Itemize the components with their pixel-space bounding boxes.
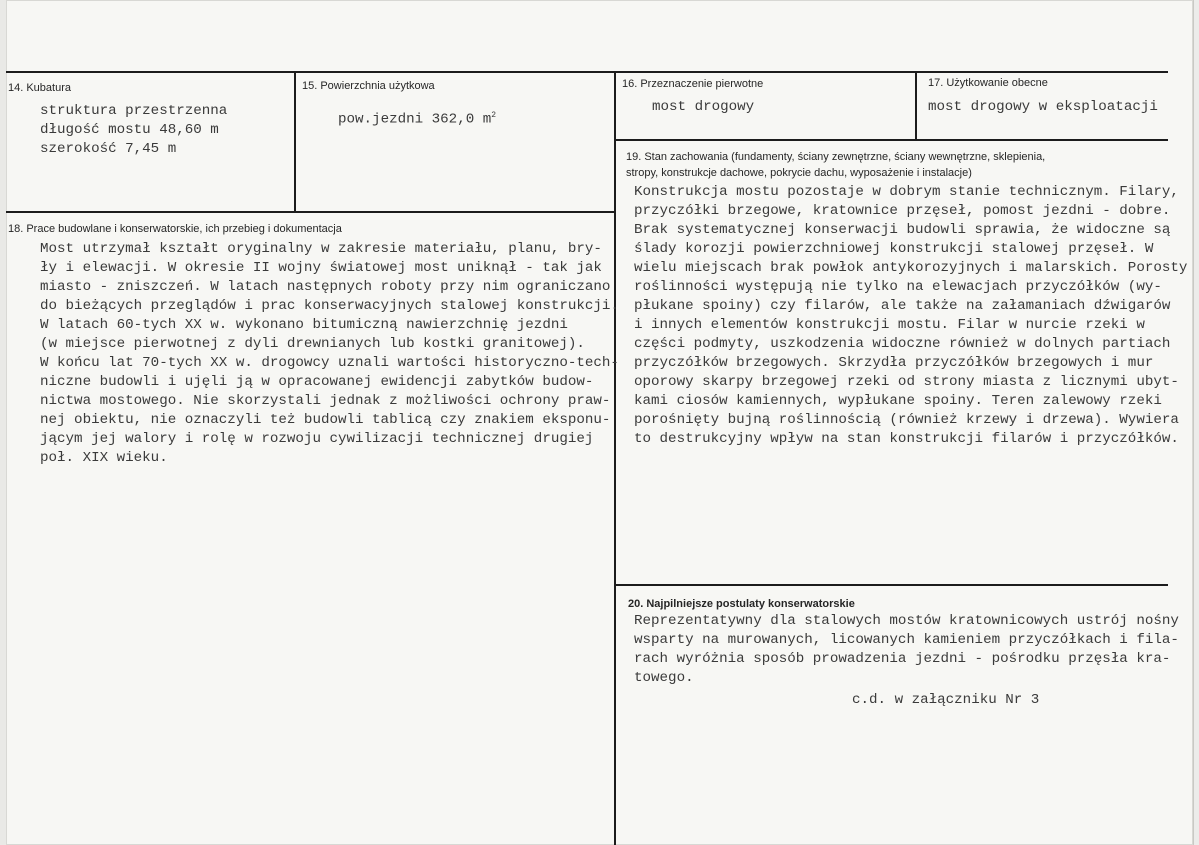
field-20-line: rach wyróżnia sposób prowadzenia jezdni - pośrodku przęsła kra-	[634, 651, 1171, 667]
top-rule	[6, 71, 1168, 73]
field-19-line: to destrukcyjny wpływ na stan konstrukcji filarów i przyczółków.	[634, 431, 1179, 447]
paper-right-edge	[1193, 0, 1199, 845]
field-18-line: poł. XIX wieku.	[40, 450, 168, 466]
field-15-value: pow.jezdni 362,0 $m^2$	[338, 111, 497, 128]
field-18-line: nictwa mostowego. Nie skorzystali jednak z możliwości ochrony praw-	[40, 393, 611, 409]
field-18-line: nej obiektu, nie oznaczyli też budowli tablicą czy znakiem eksponu-	[40, 412, 611, 428]
field-19-line: porośnięty bujną roślinnością (również krzewy i drzewa). Wywiera	[634, 412, 1179, 428]
field-19-line: ślady korozji powierzchniowej konstrukcji stalowej przęseł. W	[634, 241, 1154, 257]
field-18-line: W latach 60-tych XX w. wykonano bitumiczną nawierzchnię jezdni	[40, 317, 568, 333]
field-18-label: 18. Prace budowlane i konserwatorskie, ich przebieg i dokumentacja	[8, 223, 342, 235]
field-14-line: struktura przestrzenna	[40, 103, 228, 119]
field-18-line: Most utrzymał kształt oryginalny w zakresie materiału, planu, bry-	[40, 241, 602, 257]
field-18-line: W końcu lat 70-tych XX w. drogowcy uznali wartości historyczno-tech-	[40, 355, 619, 371]
field-19-line: wielu miejscach brak powłok antykorozyjnych i malarskich. Porosty	[634, 260, 1188, 276]
field-14-line: długość mostu 48,60 m	[40, 122, 219, 138]
field-18-value	[40, 240, 619, 468]
field-19-line: Konstrukcja mostu pozostaje w dobrym stanie technicznym. Filary,	[634, 184, 1179, 200]
field-18-line: (w miejsce pierwotnej z dyli drewnianych lub kostki granitowej).	[40, 336, 585, 352]
field-20-label: 20. Najpilniejsze postulaty konserwatorskie	[628, 598, 855, 610]
field-19-line: płukane spoiny) czy filarów, ale także na załamaniach dźwigarów	[634, 298, 1171, 314]
divider-16-17	[915, 71, 917, 141]
field-19-line: oporowy skarpy brzegowej rzeki od strony miasta z licznymi ubyt-	[634, 374, 1179, 390]
field-19-line: przyczółki brzegowe, kratownice przęseł, pomost jezdni - dobre.	[634, 203, 1171, 219]
field-14-label: 14. Kubatura	[8, 82, 71, 94]
field-20-value	[634, 612, 1179, 688]
field-14-value	[40, 102, 227, 159]
field-20-line: towego.	[634, 670, 694, 686]
rule-above-20	[614, 584, 1168, 586]
unit-superscript: 2	[491, 111, 497, 120]
field-14-line: szerokość 7,45 m	[40, 141, 177, 157]
field-18-line: jącym jej walory i rolę w rozwoju cywilizacji technicznej drugiej	[40, 431, 594, 447]
field-17-value: most drogowy w eksploatacji	[928, 99, 1158, 115]
field-20-line: wsparty na murowanych, licowanych kamieniem przyczółkach i fila-	[634, 632, 1179, 648]
field-19-line: przyczółków brzegowych. Skrzydła przyczółków brzegowych i mur	[634, 355, 1154, 371]
field-20-line: Reprezentatywny dla stalowych mostów kratownicowych ustrój nośny	[634, 613, 1179, 629]
field-19-value	[634, 183, 1187, 449]
field-16-label: 16. Przeznaczenie pierwotne	[622, 78, 764, 90]
field-19-line: roślinności występują nie tylko na elewacjach przyczółków (wy-	[634, 279, 1162, 295]
field-16-value: most drogowy	[652, 99, 755, 115]
field-18-line: niczne budowli i ujęli ją w opracowanej ewidencji zabytków budow-	[40, 374, 594, 390]
field-19-line: i innych elementów konstrukcji mostu. Filar w nurcie rzeki w	[634, 317, 1145, 333]
divider-14-15	[294, 71, 296, 213]
rule-under-16-17	[614, 139, 1168, 141]
field-15-label: 15. Powierzchnia użytkowa	[302, 80, 435, 92]
field-19-line: Brak systematycznej konserwacji budowli sprawia, że widoczne są	[634, 222, 1171, 238]
field-18-line: ły i elewacji. W okresie II wojny światowej most uniknął - tak jak	[40, 260, 602, 276]
field-19-line: części podmyty, uszkodzenia widoczne również w dolnych partiach	[634, 336, 1171, 352]
field-17-label: 17. Użytkowanie obecne	[928, 77, 1048, 89]
field-18-line: miasto - zniszczeń. W latach następnych roboty przy nim ograniczano	[40, 279, 611, 295]
rule-above-18	[6, 211, 616, 213]
field-19-line: kami ciosów kamiennych, wypłukane spoiny. Teren zalewowy rzeki	[634, 393, 1162, 409]
field-19-label: 19. Stan zachowania (fundamenty, ściany zewnętrzne, ściany wewnętrzne, sklepienia, stropy, konstrukcje dachowe, pokrycie dachu, wyposażenie i instalacje)	[626, 151, 1046, 179]
field-18-line: do bieżących przeglądów i prac konserwacyjnych stalowej konstrukcji.	[40, 298, 619, 314]
field-20-continuation-note: c.d. w załączniku Nr 3	[852, 692, 1040, 708]
